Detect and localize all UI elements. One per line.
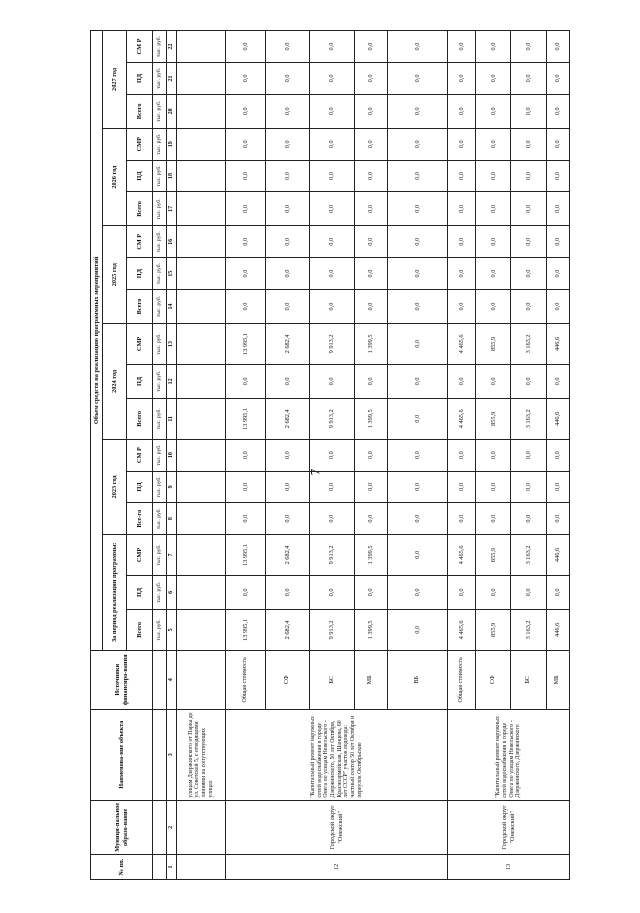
value-cell: 0,0	[448, 471, 476, 503]
index-cell: 8	[167, 503, 177, 535]
value-cell: 0,0	[354, 128, 387, 160]
value-cell: 0,0	[387, 289, 448, 323]
index-cell: 18	[167, 160, 177, 192]
value-cell: 0,0	[226, 128, 266, 160]
value-cell: 0,0	[354, 258, 387, 290]
page-number: 7	[307, 468, 323, 476]
source-cell: Общая стоимость	[226, 650, 266, 709]
unit-label: тыс. руб.	[153, 364, 167, 398]
value-cell: 2 682,4	[265, 609, 309, 650]
value-cell: 0,0	[511, 192, 546, 226]
value-cell: 0,0	[387, 364, 448, 398]
rotated-table-wrapper	[90, 30, 570, 880]
value-cell: 0,0	[387, 128, 448, 160]
index-cell: 4	[167, 650, 177, 709]
value-cell: 0,0	[310, 289, 354, 323]
value-cell: 4 465,6	[448, 609, 476, 650]
value-cell: 0,0	[265, 258, 309, 290]
value-cell: 855,9	[476, 609, 511, 650]
index-cell: 17	[167, 192, 177, 226]
value-cell: 4 465,6	[448, 398, 476, 439]
value-cell: 0,0	[354, 471, 387, 503]
unit-label: тыс. руб.	[153, 128, 167, 160]
value-cell: 0,0	[310, 63, 354, 95]
value-cell: 0,0	[387, 192, 448, 226]
value-cell: 0,0	[226, 289, 266, 323]
value-cell: 1 399,5	[354, 535, 387, 576]
value-cell: 0,0	[387, 471, 448, 503]
value-cell: 0,0	[265, 94, 309, 128]
header-2023: 2023 год	[103, 439, 127, 534]
value-cell: 0,0	[265, 471, 309, 503]
value-cell: 0,0	[310, 94, 354, 128]
value-cell: 0,0	[387, 63, 448, 95]
value-cell: 0,0	[546, 192, 569, 226]
subheader-pd: ПД	[127, 364, 153, 398]
index-cell: 2	[167, 800, 177, 854]
unit-label: тыс. руб.	[153, 471, 167, 503]
unit-label: тыс. руб.	[153, 226, 167, 258]
municipality-cell: Городской округ "Онежский"	[448, 800, 570, 854]
value-cell: 1 399,5	[354, 609, 387, 650]
table-row	[226, 31, 266, 880]
value-cell: 0,0	[226, 94, 266, 128]
subheader-pd: ПД	[127, 63, 153, 95]
unit-row	[153, 31, 167, 880]
header-2025: 2025 год	[103, 226, 127, 324]
subheader-pd: ПД	[127, 471, 153, 503]
value-cell: 0,0	[310, 471, 354, 503]
header-object: Наименова-ние объекта	[91, 709, 153, 800]
value-cell: 0,0	[354, 226, 387, 258]
value-cell: 0,0	[226, 364, 266, 398]
value-cell: 0,0	[546, 364, 569, 398]
value-cell: 0,0	[387, 439, 448, 471]
value-cell: 0,0	[511, 289, 546, 323]
value-cell: 0,0	[354, 575, 387, 609]
unit-label: тыс. руб.	[153, 289, 167, 323]
value-cell: 0,0	[546, 439, 569, 471]
header-2027: 2027 год	[103, 31, 127, 129]
unit-label: тыс. руб.	[153, 94, 167, 128]
value-cell: 0,0	[448, 258, 476, 290]
value-cell: 0,0	[226, 471, 266, 503]
index-cell: 11	[167, 398, 177, 439]
value-cell: 1 399,5	[354, 398, 387, 439]
value-cell: 3 163,2	[511, 398, 546, 439]
value-cell: 0,0	[265, 63, 309, 95]
value-cell: 0,0	[354, 31, 387, 63]
value-cell: 0,0	[546, 63, 569, 95]
value-cell: 2 682,4	[265, 535, 309, 576]
index-cell: 16	[167, 226, 177, 258]
object-name-continued: улицам Дзержинского от Парка до ул. Советской 5, с отводящими линиями на сопутствующих улицах	[177, 709, 226, 800]
value-cell: 0,0	[310, 439, 354, 471]
value-cell: 0,0	[387, 398, 448, 439]
value-cell: 13 995,1	[226, 324, 266, 365]
object-name-cell: "Капитальный ремонт наружных сетей водоснабжения в городе Онега по улицам Невельского - Дзержинского, 50 лет Октября, Красноармейская, Шанцева, 60 лет СССР" участок водовода: частный сектор 50 лет Октября и переулок Октябрьские	[226, 709, 448, 800]
subheader-total: Всего	[127, 94, 153, 128]
value-cell: 855,9	[476, 398, 511, 439]
value-cell: 3 163,2	[511, 535, 546, 576]
header-num: № пп.	[91, 855, 153, 880]
source-cell: Общая стоимость	[448, 650, 476, 709]
subheader-smr: СМ Р	[127, 226, 153, 258]
value-cell: 0,0	[387, 535, 448, 576]
value-cell: 0,0	[265, 160, 309, 192]
value-cell: 0,0	[387, 258, 448, 290]
value-cell: 0,0	[387, 609, 448, 650]
value-cell: 0,0	[310, 575, 354, 609]
value-cell: 0,0	[265, 31, 309, 63]
value-cell: 0,0	[476, 503, 511, 535]
subheader-total: Всего	[127, 609, 153, 650]
value-cell: 855,9	[476, 324, 511, 365]
value-cell: 9 913,2	[310, 398, 354, 439]
value-cell: 0,0	[511, 439, 546, 471]
value-cell: 0,0	[226, 575, 266, 609]
table-row	[448, 31, 476, 880]
unit-label: тыс. руб.	[153, 503, 167, 535]
index-cell: 19	[167, 128, 177, 160]
value-cell: 0,0	[511, 364, 546, 398]
subheader-total: Всего	[127, 398, 153, 439]
value-cell: 0,0	[476, 160, 511, 192]
value-cell: 0,0	[226, 63, 266, 95]
value-cell: 0,0	[354, 289, 387, 323]
source-cell: МБ	[354, 650, 387, 709]
value-cell: 446,6	[546, 398, 569, 439]
value-cell: 0,0	[546, 289, 569, 323]
value-cell: 0,0	[476, 226, 511, 258]
subheader-smr: СМ Р	[127, 31, 153, 63]
unit-label: тыс. руб.	[153, 160, 167, 192]
value-cell: 855,9	[476, 535, 511, 576]
value-cell: 0,0	[310, 258, 354, 290]
subheader-total: Всего	[127, 192, 153, 226]
value-cell: 0,0	[448, 439, 476, 471]
value-cell: 2 682,4	[265, 324, 309, 365]
value-cell: 9 913,2	[310, 609, 354, 650]
value-cell: 0,0	[546, 471, 569, 503]
value-cell: 0,0	[448, 94, 476, 128]
unit-label: тыс. руб.	[153, 324, 167, 365]
subheader-pd: ПД	[127, 258, 153, 290]
index-cell: 10	[167, 439, 177, 471]
subheader-total: Все-го	[127, 503, 153, 535]
unit-label: тыс. руб.	[153, 258, 167, 290]
value-cell: 3 163,2	[511, 609, 546, 650]
value-cell: 0,0	[387, 324, 448, 365]
value-cell: 0,0	[511, 575, 546, 609]
value-cell: 0,0	[448, 128, 476, 160]
value-cell: 0,0	[448, 226, 476, 258]
unit-label: тыс. руб.	[153, 535, 167, 576]
value-cell: 9 913,2	[310, 535, 354, 576]
value-cell: 2 682,4	[265, 398, 309, 439]
municipality-cell: Городской округ "Онежский"	[226, 800, 448, 854]
value-cell: 0,0	[511, 63, 546, 95]
value-cell: 0,0	[310, 160, 354, 192]
value-cell: 0,0	[387, 160, 448, 192]
value-cell: 0,0	[476, 289, 511, 323]
value-cell: 0,0	[476, 128, 511, 160]
value-cell: 0,0	[448, 503, 476, 535]
value-cell: 0,0	[511, 128, 546, 160]
value-cell: 0,0	[226, 439, 266, 471]
value-cell: 1 399,5	[354, 324, 387, 365]
value-cell: 9 913,2	[310, 324, 354, 365]
value-cell: 0,0	[511, 471, 546, 503]
value-cell: 0,0	[476, 94, 511, 128]
row-number: 13	[448, 855, 570, 880]
value-cell: 13 995,1	[226, 398, 266, 439]
value-cell: 0,0	[310, 128, 354, 160]
value-cell: 0,0	[354, 63, 387, 95]
value-cell: 0,0	[546, 258, 569, 290]
value-cell: 0,0	[448, 575, 476, 609]
index-row	[167, 31, 177, 880]
value-cell: 0,0	[226, 503, 266, 535]
value-cell: 0,0	[511, 226, 546, 258]
unit-label: тыс. руб.	[153, 609, 167, 650]
value-cell: 0,0	[354, 364, 387, 398]
value-cell: 0,0	[476, 63, 511, 95]
value-cell: 0,0	[354, 160, 387, 192]
value-cell: 446,6	[546, 535, 569, 576]
value-cell: 0,0	[354, 192, 387, 226]
index-cell: 7	[167, 535, 177, 576]
value-cell: 4 465,6	[448, 324, 476, 365]
value-cell: 0,0	[226, 31, 266, 63]
subheader-total: Всего	[127, 289, 153, 323]
value-cell: 0,0	[310, 192, 354, 226]
header-municipality: Муници-пальное образо-вание	[91, 800, 153, 854]
index-cell: 22	[167, 31, 177, 63]
subheader-pd: ПД	[127, 160, 153, 192]
value-cell: 0,0	[354, 503, 387, 535]
source-cell: БС	[310, 650, 354, 709]
value-cell: 0,0	[265, 226, 309, 258]
value-cell: 0,0	[265, 128, 309, 160]
value-cell: 446,6	[546, 609, 569, 650]
header-volume: Объем средств на реализацию программных мероприятий	[91, 31, 103, 651]
value-cell: 0,0	[546, 31, 569, 63]
index-cell: 12	[167, 364, 177, 398]
value-cell: 0,0	[448, 63, 476, 95]
source-cell: ВБ	[387, 650, 448, 709]
unit-label: тыс. руб.	[153, 439, 167, 471]
value-cell: 0,0	[511, 31, 546, 63]
value-cell: 0,0	[387, 31, 448, 63]
value-cell: 0,0	[265, 439, 309, 471]
unit-label: тыс. руб.	[153, 575, 167, 609]
table-row-continued	[177, 31, 226, 880]
header-period-total: За период реализации программы:	[103, 535, 127, 651]
value-cell: 0,0	[310, 503, 354, 535]
value-cell: 0,0	[511, 160, 546, 192]
value-cell: 0,0	[448, 192, 476, 226]
value-cell: 0,0	[546, 128, 569, 160]
index-cell: 20	[167, 94, 177, 128]
subheader-pd: ПД	[127, 575, 153, 609]
value-cell: 0,0	[354, 94, 387, 128]
index-cell: 21	[167, 63, 177, 95]
value-cell: 0,0	[310, 226, 354, 258]
index-cell: 5	[167, 609, 177, 650]
value-cell: 0,0	[265, 364, 309, 398]
value-cell: 0,0	[476, 31, 511, 63]
funding-table	[90, 30, 570, 880]
value-cell: 4 465,6	[448, 535, 476, 576]
value-cell: 0,0	[546, 226, 569, 258]
source-cell: СФ	[476, 650, 511, 709]
value-cell: 0,0	[511, 503, 546, 535]
source-cell: МБ	[546, 650, 569, 709]
value-cell: 13 995,1	[226, 609, 266, 650]
value-cell: 0,0	[546, 160, 569, 192]
value-cell: 0,0	[476, 471, 511, 503]
value-cell: 0,0	[546, 94, 569, 128]
index-cell: 6	[167, 575, 177, 609]
value-cell: 0,0	[511, 258, 546, 290]
value-cell: 0,0	[546, 503, 569, 535]
value-cell: 0,0	[226, 226, 266, 258]
value-cell: 446,6	[546, 324, 569, 365]
object-name-cell: "Капитальный ремонт наружных сетей водоснабжения в городе Онега по улицам Невельского - Дзержинского, Дзержинского	[448, 709, 570, 800]
unit-label: тыс. руб.	[153, 31, 167, 63]
value-cell: 0,0	[448, 160, 476, 192]
value-cell: 0,0	[448, 31, 476, 63]
unit-label: тыс. руб.	[153, 192, 167, 226]
value-cell: 0,0	[476, 575, 511, 609]
value-cell: 0,0	[476, 439, 511, 471]
value-cell: 0,0	[310, 31, 354, 63]
value-cell: 0,0	[265, 289, 309, 323]
index-cell: 13	[167, 324, 177, 365]
value-cell: 0,0	[265, 575, 309, 609]
source-cell: СФ	[265, 650, 309, 709]
index-cell: 14	[167, 289, 177, 323]
value-cell: 0,0	[265, 503, 309, 535]
value-cell: 13 995,1	[226, 535, 266, 576]
value-cell: 0,0	[387, 575, 448, 609]
source-cell: БС	[511, 650, 546, 709]
subheader-smr: СМР	[127, 324, 153, 365]
header-2026: 2026 год	[103, 128, 127, 226]
value-cell: 0,0	[226, 160, 266, 192]
index-cell: 1	[167, 855, 177, 880]
unit-label: тыс. руб.	[153, 63, 167, 95]
value-cell: 0,0	[476, 364, 511, 398]
value-cell: 0,0	[546, 575, 569, 609]
header-2024: 2024 год	[103, 324, 127, 440]
value-cell: 0,0	[226, 192, 266, 226]
value-cell: 0,0	[476, 258, 511, 290]
subheader-smr: СМР	[127, 128, 153, 160]
subheader-smr: СМ Р	[127, 439, 153, 471]
row-number: 12	[226, 855, 448, 880]
value-cell: 0,0	[448, 289, 476, 323]
value-cell: 0,0	[476, 192, 511, 226]
value-cell: 0,0	[448, 364, 476, 398]
subheader-smr: СМР	[127, 535, 153, 576]
value-cell: 0,0	[387, 503, 448, 535]
value-cell: 0,0	[226, 258, 266, 290]
value-cell: 0,0	[387, 94, 448, 128]
value-cell: 0,0	[310, 364, 354, 398]
value-cell: 0,0	[265, 192, 309, 226]
value-cell: 0,0	[387, 226, 448, 258]
value-cell: 3 163,2	[511, 324, 546, 365]
index-cell: 3	[167, 709, 177, 800]
unit-label: тыс. руб.	[153, 398, 167, 439]
index-cell: 9	[167, 471, 177, 503]
value-cell: 0,0	[354, 439, 387, 471]
value-cell: 0,0	[511, 94, 546, 128]
header-sources: Источники финансиро-вания	[91, 650, 153, 709]
index-cell: 15	[167, 258, 177, 290]
